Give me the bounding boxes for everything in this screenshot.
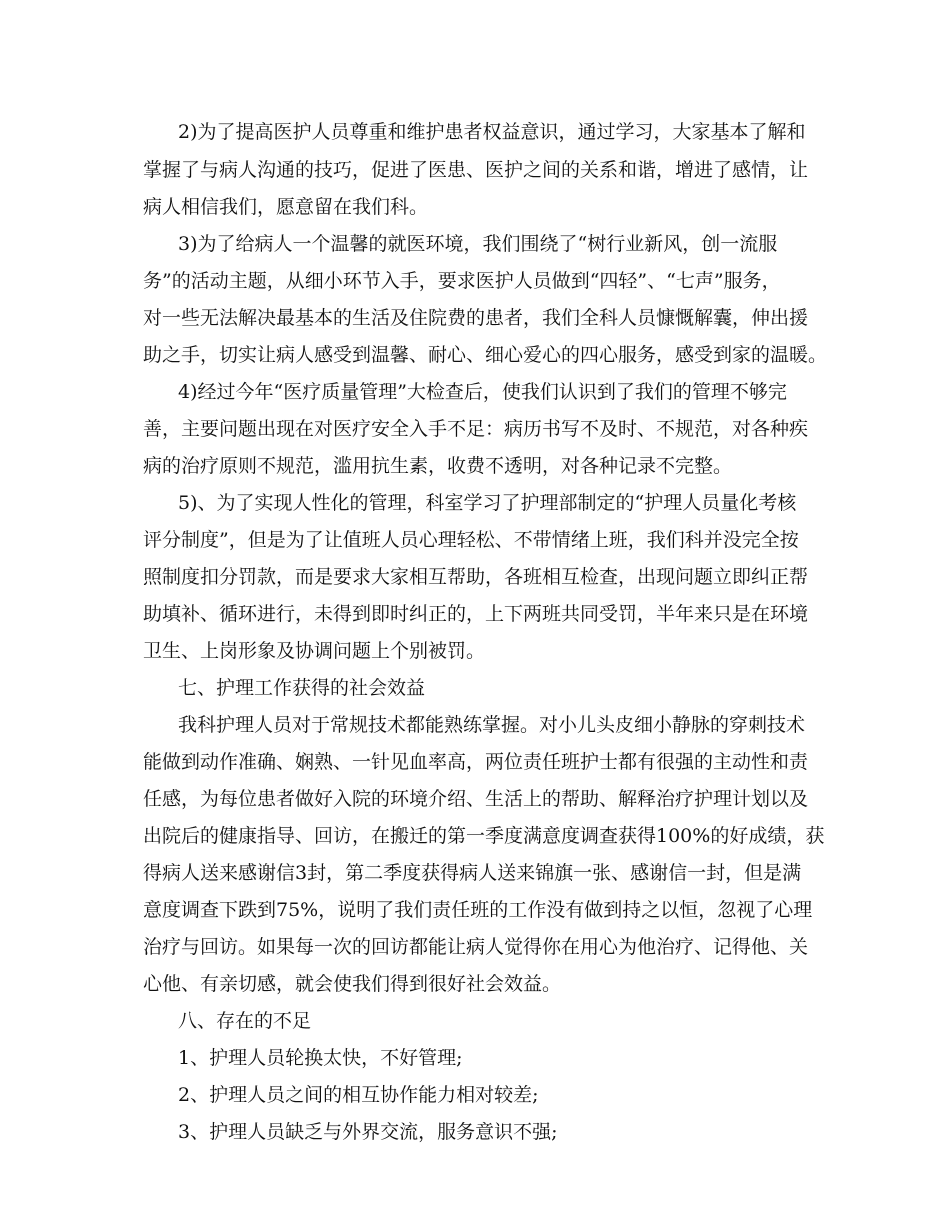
- paragraph-4-line: 4)经过今年“医疗质量管理”大检查后，使我们认识到了我们的管理不够完: [178, 381, 787, 403]
- section-heading-shortcomings: 八、存在的不足: [178, 1010, 312, 1032]
- paragraph-social-benefit-line: 出院后的健康指导、回访，在搬迁的第一季度满意度调查获得100%的好成绩，获: [143, 825, 825, 847]
- paragraph-5-line: 照制度扣分罚款，而是要求大家相互帮助，各班相互检查，出现问题立即纠正帮: [143, 566, 809, 588]
- paragraph-2-line: 病人相信我们，愿意留在我们科。: [143, 196, 429, 218]
- paragraph-social-benefit-line: 我科护理人员对于常规技术都能熟练掌握。对小儿头皮细小静脉的穿刺技术: [178, 714, 806, 736]
- paragraph-5-line: 5)、为了实现人性化的管理，科室学习了护理部制定的“护理人员量化考核: [178, 492, 797, 514]
- paragraph-4-line: 善，主要问题出现在对医疗安全入手不足：病历书写不及时、不规范，对各种疾: [143, 418, 809, 440]
- list-item: 1、护理人员轮换太快，不好管理;: [178, 1047, 463, 1069]
- paragraph-social-benefit-line: 心他、有亲切感，就会使我们得到很好社会效益。: [143, 973, 562, 995]
- paragraph-5-line: 评分制度”，但是为了让值班人员心理轻松、不带情绪上班，我们科并没完全按: [143, 529, 799, 551]
- paragraph-3-line: 助之手，切实让病人感受到温馨、耐心、细心爱心的四心服务，感受到家的温暖。: [143, 344, 828, 366]
- section-heading-social-benefit: 七、护理工作获得的社会效益: [178, 677, 426, 699]
- paragraph-5-line: 助填补、循环进行，未得到即时纠正的，上下两班共同受罚，半年来只是在环境: [143, 603, 809, 625]
- list-item: 3、护理人员缺乏与外界交流，服务意识不强;: [178, 1121, 558, 1143]
- list-item: 2、护理人员之间的相互协作能力相对较差;: [178, 1084, 539, 1106]
- paragraph-social-benefit-line: 得病人送来感谢信3封，第二季度获得病人送来锦旗一张、感谢信一封，但是满: [143, 862, 802, 884]
- paragraph-3-line: 务”的活动主题，从细小环节入手，要求医护人员做到“四轻”、“七声”服务，: [143, 270, 781, 292]
- paragraph-2-line: 掌握了与病人沟通的技巧，促进了医患、医护之间的关系和谐，增进了感情，让: [143, 159, 809, 181]
- paragraph-social-benefit-line: 任感，为每位患者做好入院的环境介绍、生活上的帮助、解释治疗护理计划以及: [143, 788, 809, 810]
- paragraph-2-line: 2)为了提高医护人员尊重和维护患者权益意识，通过学习，大家基本了解和: [178, 121, 806, 143]
- paragraph-3-line: 3)为了给病人一个温馨的就医环境，我们围绕了“树行业新风，创一流服: [178, 233, 778, 255]
- paragraph-4-line: 病的治疗原则不规范，滥用抗生素，收费不透明，对各种记录不完整。: [143, 455, 733, 477]
- paragraph-social-benefit-line: 能做到动作准确、娴熟、一针见血率高，两位责任班护士都有很强的主动性和责: [143, 751, 809, 773]
- paragraph-3-line: 对一些无法解决最基本的生活及住院费的患者，我们全科人员慷慨解囊，伸出援: [143, 307, 809, 329]
- paragraph-social-benefit-line: 治疗与回访。如果每一次的回访都能让病人觉得你在用心为他治疗、记得他、关: [143, 936, 809, 958]
- paragraph-5-line: 卫生、上岗形象及协调问题上个别被罚。: [143, 640, 486, 662]
- paragraph-social-benefit-line: 意度调查下跌到75%，说明了我们责任班的工作没有做到持之以恒，忽视了心理: [143, 899, 813, 921]
